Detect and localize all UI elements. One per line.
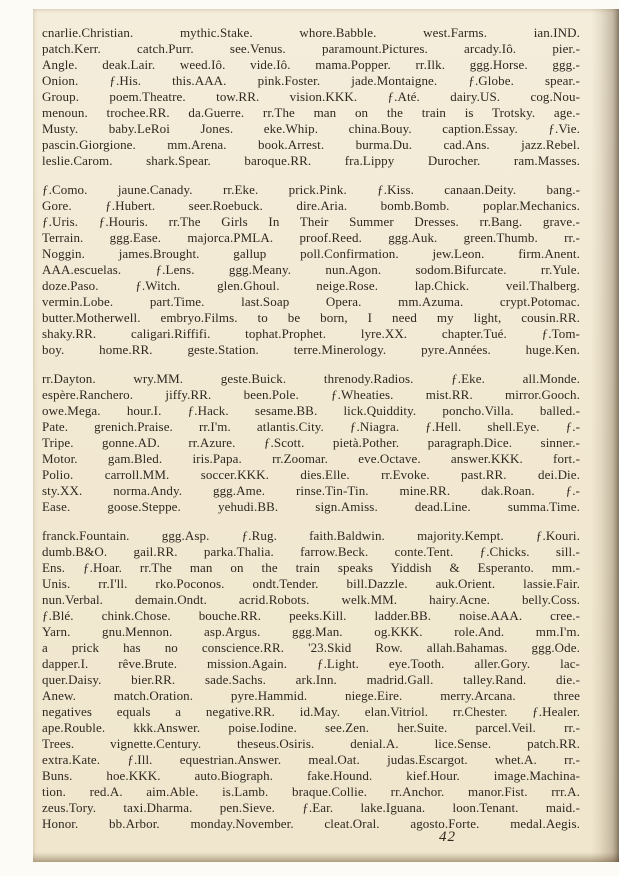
text-line: ape.Rouble. kkk.Answer. poise.Iodine. see.Zen. her.Suite. parcel.Veil. rr.-	[42, 720, 580, 735]
paragraph	[42, 528, 580, 832]
text-line: Tripe. gonne.AD. rr.Azure. ƒ.Scott. pietà.Pother. paragraph.Dice. sinner.-	[42, 435, 580, 450]
text-line: boy. home.RR. geste.Station. terre.Minerology. pyre.Années. huge.Ken.	[42, 342, 580, 357]
text-line: Trees. vignette.Century. theseus.Osiris. denial.A. lice.Sense. patch.RR.	[42, 736, 580, 751]
text-line: pascin.Giorgione. mm.Arena. book.Arrest. burma.Du. cad.Ans. jazz.Rebel.	[42, 137, 580, 152]
page-number: 42	[439, 829, 456, 845]
paragraph	[42, 182, 580, 358]
text-line: negatives equals a negative.RR. id.May. elan.Vitriol. rr.Chester. ƒ.Healer.	[42, 704, 580, 719]
text-line: zeus.Tory. taxi.Dharma. pen.Sieve. ƒ.Ear. lake.Iguana. loon.Tenant. maid.-	[42, 800, 580, 815]
text-line: vermin.Lobe. part.Time. last.Soap Opera. mm.Azuma. crypt.Potomac.	[42, 294, 580, 309]
text-line: Buns. hoe.KKK. auto.Biograph. fake.Hound. kief.Hour. image.Machina-	[42, 768, 580, 783]
text-line: espère.Ranchero. jiffy.RR. been.Pole. ƒ.Wheaties. mist.RR. mirror.Gooch.	[42, 387, 580, 402]
text-line: Anew. match.Oration. pyre.Hammid. niege.Eire. merry.Arcana. three	[42, 688, 580, 703]
text-line: Polio. carroll.MM. soccer.KKK. dies.Elle. rr.Evoke. past.RR. dei.Die.	[42, 467, 580, 482]
text-line: shaky.RR. caligari.Riffifi. tophat.Prophet. lyre.XX. chapter.Tué. ƒ.Tom-	[42, 326, 580, 341]
text-line: Terrain. ggg.Ease. majorca.PMLA. proof.Reed. ggg.Auk. green.Thumb. rr.-	[42, 230, 580, 245]
paragraph	[42, 371, 580, 515]
text-line: Musty. baby.LeRoi Jones. eke.Whip. china.Bouy. caption.Essay. ƒ.Vie.	[42, 121, 580, 136]
text-line: butter.Motherwell. embryo.Films. to be born, I need my light, cousin.RR.	[42, 310, 580, 325]
text-line: ƒ.Uris. ƒ.Houris. rr.The Girls In Their Summer Dresses. rr.Bang. grave.-	[42, 214, 580, 229]
text-line: AAA.escuelas. ƒ.Lens. ggg.Meany. nun.Agon. sodom.Bifurcate. rr.Yule.	[42, 262, 580, 277]
text-line: Yarn. gnu.Mennon. asp.Argus. ggg.Man. og.KKK. role.And. mm.I'm.	[42, 624, 580, 639]
text-line: doze.Paso. ƒ.Witch. glen.Ghoul. neige.Rose. lap.Chick. veil.Thalberg.	[42, 278, 580, 293]
text-line: nun.Verbal. demain.Ondt. acrid.Robots. welk.MM. hairy.Acne. belly.Coss.	[42, 592, 580, 607]
text-line: owe.Mega. hour.I. ƒ.Hack. sesame.BB. lick.Quiddity. poncho.Villa. balled.-	[42, 403, 580, 418]
text-line: cnarlie.Christian. mythic.Stake. whore.Babble. west.Farms. ian.IND.	[42, 25, 580, 40]
text-line: Ens. ƒ.Hoar. rr.The man on the train speaks Yiddish & Esperanto. mm.-	[42, 560, 580, 575]
text-line: franck.Fountain. ggg.Asp. ƒ.Rug. faith.Baldwin. majority.Kempt. ƒ.Kouri.	[42, 528, 580, 543]
text-line: Ease. goose.Steppe. yehudi.BB. sign.Amiss. dead.Line. summa.Time.	[42, 499, 580, 514]
text-line: Noggin. james.Brought. gallup poll.Confirmation. jew.Leon. firm.Anent.	[42, 246, 580, 261]
text-line: tion. red.A. aim.Able. is.Lamb. braque.Collie. rr.Anchor. manor.Fist. rrr.A.	[42, 784, 580, 799]
text-line: Honor. bb.Arbor. monday.November. cleat.Oral. agosto.Forte. medal.Aegis.	[42, 816, 580, 831]
text-line: menoun. trochee.RR. da.Guerre. rr.The man on the train is Trotsky. age.-	[42, 105, 580, 120]
text-line: extra.Kate. ƒ.Ill. equestrian.Answer. meal.Oat. judas.Escargot. whet.A. rr.-	[42, 752, 580, 767]
text-line: ƒ.Blé. chink.Chose. bouche.RR. peeks.Kill. ladder.BB. noise.AAA. cree.-	[42, 608, 580, 623]
text-line: ƒ.Como. jaune.Canady. rr.Eke. prick.Pink. ƒ.Kiss. canaan.Deity. bang.-	[42, 182, 580, 197]
text-line: patch.Kerr. catch.Purr. see.Venus. paramount.Pictures. arcady.Iô. pier.-	[42, 41, 580, 56]
text-line: a prick has no conscience.RR. '23.Skid Row. allah.Bahamas. ggg.Ode.	[42, 640, 580, 655]
text-line: rr.Dayton. wry.MM. geste.Buick. threnody.Radios. ƒ.Eke. all.Monde.	[42, 371, 580, 386]
text-line: Pate. grenich.Praise. rr.I'm. atlantis.City. ƒ.Niagra. ƒ.Hell. shell.Eye. ƒ.-	[42, 419, 580, 434]
text-line: leslie.Carom. shark.Spear. baroque.RR. fra.Lippy Durocher. ram.Masses.	[42, 153, 580, 168]
text-line: quer.Daisy. bier.RR. sade.Sachs. ark.Inn. madrid.Gall. talley.Rand. die.-	[42, 672, 580, 687]
text-line: Gore. ƒ.Hubert. seer.Roebuck. dire.Aria. bomb.Bomb. poplar.Mechanics.	[42, 198, 580, 213]
text-line: Unis. rr.I'll. rko.Poconos. ondt.Tender. bill.Dazzle. auk.Orient. lassie.Fair.	[42, 576, 580, 591]
text-line: Motor. gam.Bled. iris.Papa. rr.Zoomar. eve.Octave. answer.KKK. fort.-	[42, 451, 580, 466]
paragraph	[42, 25, 580, 169]
text-line: dumb.B&O. gail.RR. parka.Thalia. farrow.Beck. conte.Tent. ƒ.Chicks. sill.-	[42, 544, 580, 559]
text-block	[42, 25, 580, 845]
text-line: Group. poem.Theatre. tow.RR. vision.KKK. ƒ.Até. dairy.US. cog.Nou-	[42, 89, 580, 104]
text-line: dapper.I. rêve.Brute. mission.Again. ƒ.Light. eye.Tooth. aller.Gory. lac-	[42, 656, 580, 671]
book-page	[33, 9, 619, 862]
text-line: sty.XX. norma.Andy. ggg.Ame. rinse.Tin-Tin. mine.RR. dak.Roan. ƒ.-	[42, 483, 580, 498]
text-line: Angle. deak.Lair. weed.Iô. vide.Iô. mama.Popper. rr.Ilk. ggg.Horse. ggg.-	[42, 57, 580, 72]
text-line: Onion. ƒ.His. this.AAA. pink.Foster. jade.Montaigne. ƒ.Globe. spear.-	[42, 73, 580, 88]
